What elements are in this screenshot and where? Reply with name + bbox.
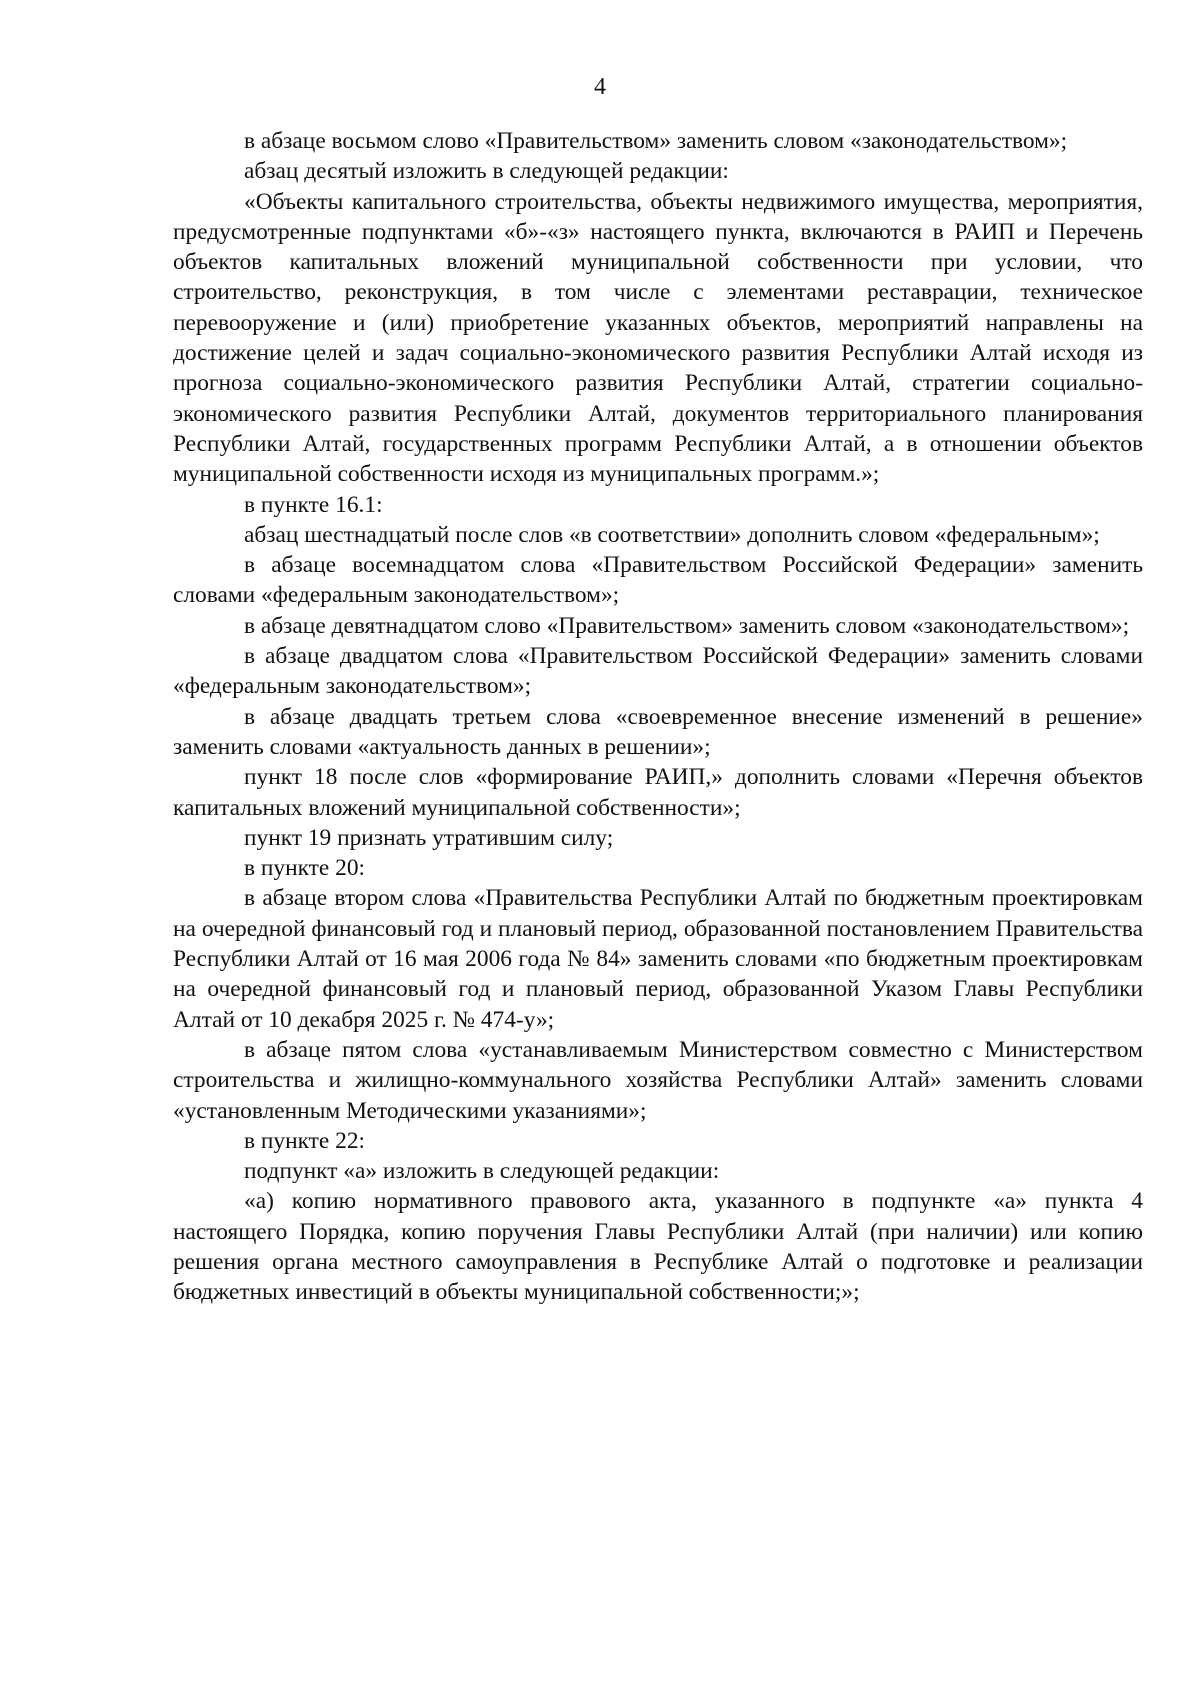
paragraph: в абзаце двадцатом слова «Правительством Российской Федерации» заменить словами «федеральным законодательством»; <box>173 643 1143 700</box>
paragraph: в пункте 20: <box>244 855 366 882</box>
paragraph: в абзаце девятнадцатом слово «Правительством» заменить словом «законодательством»; <box>244 612 1130 639</box>
paragraph: пункт 19 признать утратившим силу; <box>244 824 614 851</box>
page-number: 4 <box>594 74 606 100</box>
paragraph: абзац десятый изложить в следующей редакции: <box>244 158 729 185</box>
paragraph: в абзаце двадцать третьем слова «своевременное внесение изменений в решение» заменить словами «актуальность данных в решении»; <box>173 703 1143 760</box>
document-body <box>173 126 1143 1308</box>
paragraph: в абзаце пятом слова «устанавливаемым Министерством совместно с Министерством строительства и жилищно-коммунального хозяйства Республики Алтай» заменить словами «установленным Методическими указаниями»; <box>173 1036 1143 1124</box>
paragraph: пункт 18 после слов «формирование РАИП,» дополнить словами «Перечня объектов капитальных вложений муниципальной собственности»; <box>173 764 1143 821</box>
paragraph: подпункт «а» изложить в следующей редакции: <box>244 1158 720 1185</box>
paragraph: в абзаце втором слова «Правительства Республики Алтай по бюджетным проектировкам на очередной финансовый год и плановый период, образованной постановлением Правительства Республики Алтай от 16 мая 2006 года № 84» заменить словами «по бюджетным проектировкам на очередной финансовый год и плановый период, образованной Указом Главы Республики Алтай от 10 декабря 2025 г. № 474-у»; <box>173 885 1143 1033</box>
paragraph: «Объекты капитального строительства, объекты недвижимого имущества, мероприятия, предусмотренные подпунктами «б»-«з» настоящего пункта, включаются в РАИП и Перечень объектов капитальных вложений муниципальной собственности при условии, что строительство, реконструкция, в том числе с элементами реставрации, техническое перевооружение и (или) приобретение указанных объектов, мероприятий направлены на достижение целей и задач социально-экономического развития Республики Алтай исходя из прогноза социально-экономического развития Республики Алтай, стратегии социально-экономического развития Республики Алтай, документов территориального планирования Республики Алтай, государственных программ Республики Алтай, а в отношении объектов муниципальной собственности исходя из муниципальных программ.»; <box>173 188 1143 488</box>
paragraph: в пункте 22: <box>244 1127 366 1154</box>
paragraph: в абзаце восьмом слово «Правительством» заменить словом «законодательством»; <box>244 128 1068 154</box>
paragraph: в пункте 16.1: <box>244 491 383 518</box>
paragraph: абзац шестнадцатый после слов «в соответствии» дополнить словом «федеральным»; <box>244 521 1100 548</box>
paragraph: в абзаце восемнадцатом слова «Правительством Российской Федерации» заменить словами «федеральным законодательством»; <box>173 552 1143 609</box>
paragraph: «а) копию нормативного правового акта, указанного в подпункте «а» пункта 4 настоящего Порядка, копию поручения Главы Республики Алтай (при наличии) или копию решения органа местного самоуправления в Республике Алтай о подготовке и реализации бюджетных инвестиций в объекты муниципальной собственности;»; <box>173 1188 1143 1306</box>
